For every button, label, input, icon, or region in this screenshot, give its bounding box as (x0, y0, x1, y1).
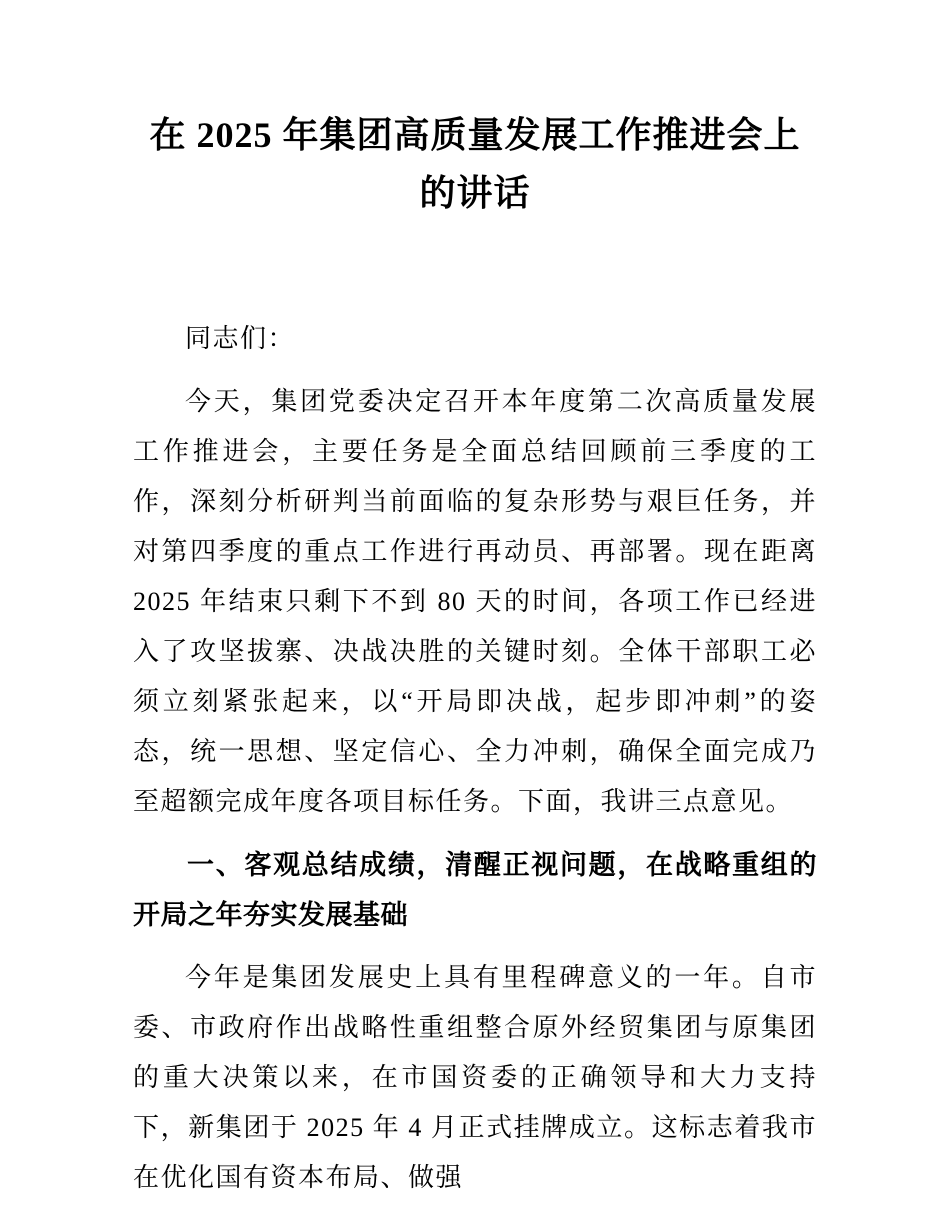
section-heading-1: 一、客观总结成绩，清醒正视问题，在战略重组的开局之年夯实发展基础 (133, 850, 817, 930)
document-body (133, 314, 817, 1203)
paragraph-greeting: 同志们： (185, 324, 296, 353)
document-title: 在 2025 年集团高质量发展工作推进会上的讲话 (149, 115, 801, 213)
paragraph-section-1-body: 今年是集团发展史上具有里程碑意义的一年。自市委、市政府作出战略性重组整合原外经贸集团与原集团的重大决策以来，在市国资委的正确领导和大力支持下，新集团于 2025 年 4 月正式挂牌成立。这标志着我市在优化国有资本布局、做强 (133, 963, 817, 1192)
paragraph-intro: 今天，集团党委决定召开本年度第二次高质量发展工作推进会，主要任务是全面总结回顾前三季度的工作，深刻分析研判当前面临的复杂形势与艰巨任务，并对第四季度的重点工作进行再动员、再部署。现在距离 2025 年结束只剩下不到 80 天的时间，各项工作已经进入了攻坚拔寨、决战决胜的关键时刻。全体干部职工必须立刻紧张起来，以“开局即决战，起步即冲刺”的姿态，统一思想、坚定信心、全力冲刺，确保全面完成乃至超额完成年度各项目标任务。下面，我讲三点意见。 (133, 387, 817, 816)
